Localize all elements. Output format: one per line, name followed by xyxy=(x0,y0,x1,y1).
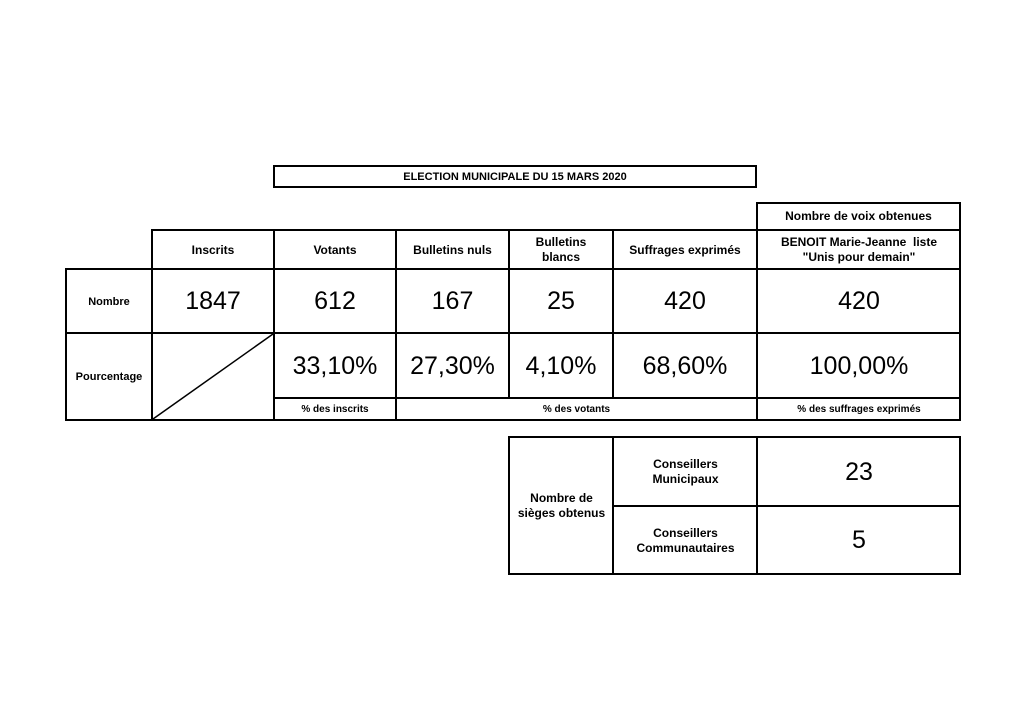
diagonal-slash xyxy=(152,333,274,420)
seats-conseillers-communautaires-label: Conseillers Communautaires xyxy=(636,525,735,555)
voix-header: Nombre de voix obtenues xyxy=(785,209,932,223)
base-inscrits: % des inscrits xyxy=(301,404,369,415)
pct-voix-obtenues: 100,00% xyxy=(809,351,909,380)
title-box xyxy=(273,165,757,188)
pct-votants: 33,10% xyxy=(292,351,378,380)
value-suffrages-exprimes: 420 xyxy=(664,287,706,315)
col-header-inscrits: Inscrits xyxy=(191,242,235,257)
value-inscrits: 1847 xyxy=(185,287,241,315)
row-label-pourcentage: Pourcentage xyxy=(75,371,143,383)
pct-suffrages-exprimes: 68,60% xyxy=(642,351,728,380)
base-votants: % des votants xyxy=(542,404,611,415)
col-header-candidate-list: BENOIT Marie-Jeanne liste "Unis pour demain" xyxy=(780,235,938,264)
value-voix-obtenues: 420 xyxy=(838,287,880,315)
seats-conseillers-communautaires-value: 5 xyxy=(852,526,866,554)
seats-conseillers-municipaux-value: 23 xyxy=(845,457,873,486)
row-label-nombre: Nombre xyxy=(88,295,130,308)
value-bulletins-nuls: 167 xyxy=(431,287,474,315)
page-title: ELECTION MUNICIPALE DU 15 MARS 2020 xyxy=(403,170,627,183)
pct-bulletins-blancs: 4,10% xyxy=(525,351,597,380)
pct-bulletins-nuls: 27,30% xyxy=(410,351,495,380)
col-header-bulletins-blancs: Bulletins blancs xyxy=(535,235,587,264)
col-header-suffrages-exprimes: Suffrages exprimés xyxy=(629,242,741,257)
value-bulletins-blancs: 25 xyxy=(547,287,575,315)
value-votants: 612 xyxy=(314,287,356,315)
seats-label: Nombre de sièges obtenus xyxy=(517,490,606,520)
col-header-bulletins-nuls: Bulletins nuls xyxy=(413,242,492,257)
base-suffrages-exprimes: % des suffrages exprimés xyxy=(797,404,921,415)
col-header-votants: Votants xyxy=(313,242,357,257)
seats-conseillers-municipaux-label: Conseillers Municipaux xyxy=(652,457,719,486)
